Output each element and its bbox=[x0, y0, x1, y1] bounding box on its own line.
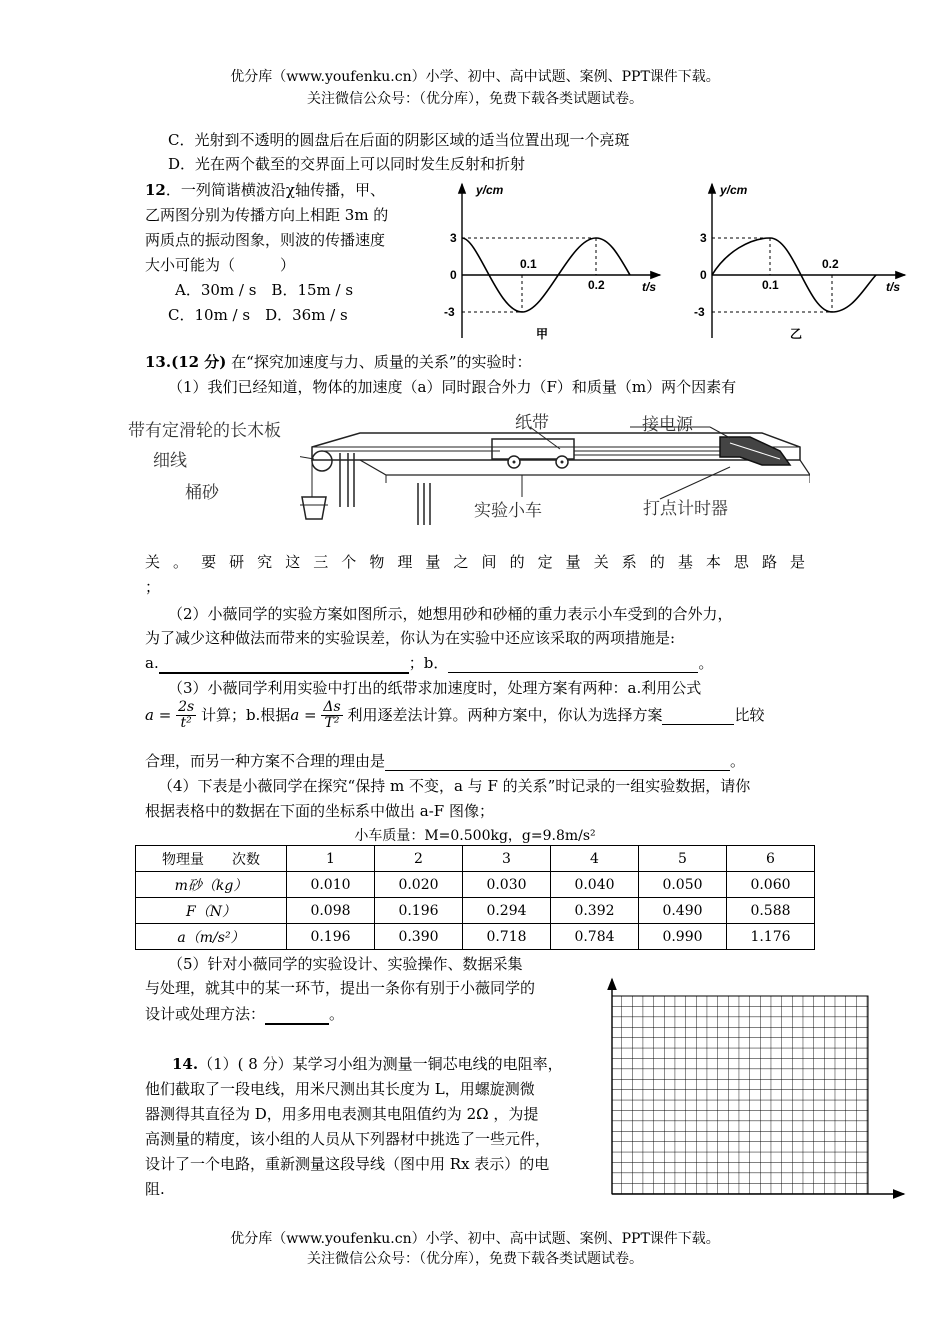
q13-p2-a-label: a. bbox=[145, 654, 159, 672]
page-header-line2: 关注微信公众号：（优分库），免费下载各类试题试卷。 bbox=[307, 91, 643, 107]
graph-b-xtick-1: 0.1 bbox=[762, 278, 779, 292]
table-cell: 0.030 bbox=[463, 872, 551, 898]
q12-number: 12 bbox=[145, 181, 166, 199]
label-power: 接电源 bbox=[642, 415, 693, 435]
vibration-graph-a bbox=[440, 178, 680, 348]
table-cell: 0.040 bbox=[551, 872, 639, 898]
q13-p1-continued: 关 。 要 研 究 这 三 个 物 理 量 之 间 的 定 量 关 系 的 基 本 思 路 是 bbox=[145, 553, 805, 571]
graph-a-ylabel: y/cm bbox=[476, 183, 504, 197]
formula1-fraction bbox=[176, 700, 196, 732]
page-footer-line2: 关注微信公众号：（优分库），免费下载各类试题试卷。 bbox=[307, 1251, 643, 1267]
label-bucket: 桶砂 bbox=[185, 483, 219, 503]
q14-text1: （1）( 8 分）某学习小组为测量一铜芯电线的电阻率， bbox=[198, 1055, 563, 1073]
table-cell: F（N） bbox=[136, 898, 287, 924]
q13-p2-answers bbox=[145, 652, 713, 674]
q13-p2-b-blank[interactable] bbox=[448, 654, 698, 673]
formula2-num: Δs bbox=[323, 699, 341, 715]
q12-text1: ．一列简谐横波沿χ轴传播，甲、 bbox=[165, 181, 385, 199]
graph-b-name: 乙 bbox=[790, 327, 803, 341]
q13-title-text: 在“探究加速度与力、质量的关系”的实验时： bbox=[226, 353, 532, 371]
graph-paper[interactable] bbox=[600, 975, 910, 1205]
table-cell: 0.718 bbox=[463, 924, 551, 950]
table-header-cell: 物理量 次数 bbox=[136, 846, 287, 872]
table-row bbox=[136, 898, 815, 924]
q14-line2: 他们截取了一段电线，用米尺测出其长度为 L，用螺旋测微 bbox=[145, 1080, 535, 1098]
q12-options-ab: A．30m / s B．15m / s bbox=[175, 281, 354, 299]
table-cell: a（m/s²） bbox=[136, 924, 287, 950]
q13-p3-line3 bbox=[145, 750, 745, 771]
q13-p3-reason-label: 合理，而另一种方案不合理的理由是 bbox=[145, 752, 386, 770]
data-table bbox=[135, 845, 815, 950]
graph-b-ytick-zero: 0 bbox=[700, 268, 707, 282]
label-string: 细线 bbox=[153, 451, 187, 471]
q13-p5-line1: （5）针对小薇同学的实验设计、实验操作、数据采集 bbox=[168, 955, 523, 973]
graph-a-ytick-bot: -3 bbox=[444, 305, 455, 319]
q13-p3-mid2: 利用逐差法计算。两种方案中，你认为选择方案 bbox=[347, 705, 663, 724]
q13-p5-end: 。 bbox=[329, 1005, 345, 1023]
table-caption: 小车质量：M=0.500kg，g=9.8m/s² bbox=[354, 828, 596, 844]
q13-p3-end: 。 bbox=[730, 752, 746, 770]
page-footer-line1: 优分库（www.youfenku.cn）小学、初中、高中试题、案例、PPT课件下载。 bbox=[230, 1231, 720, 1247]
q12-options-cd: C．10m / s D．36m / s bbox=[168, 306, 348, 324]
table-header-cell: 1 bbox=[287, 846, 375, 872]
q12-line4: 大小可能为（ ） bbox=[145, 256, 296, 274]
table-cell: 0.098 bbox=[287, 898, 375, 924]
table-header-row bbox=[136, 846, 815, 872]
formula1-num: 2s bbox=[178, 699, 195, 715]
table-header-cell: 6 bbox=[727, 846, 815, 872]
q12-line3: 两质点的振动图象，则波的传播速度 bbox=[145, 231, 386, 249]
grid-area[interactable] bbox=[612, 996, 868, 1194]
table-cell: 0.294 bbox=[463, 898, 551, 924]
q14-line5: 设计了一个电路，重新测量这段导线（图中用 Rx 表示）的电 bbox=[145, 1155, 550, 1173]
q13-p4-line2: 根据表格中的数据在下面的坐标系中做出 a-F 图像； bbox=[145, 802, 494, 820]
q11-option-c: C．光射到不透明的圆盘后在后面的阴影区域的适当位置出现一个亮斑 bbox=[168, 131, 630, 149]
table-header-cell: 2 bbox=[375, 846, 463, 872]
graph-b-xlabel: t/s bbox=[886, 280, 901, 294]
table-cell: 0.490 bbox=[639, 898, 727, 924]
table-cell: m砂（kg） bbox=[136, 872, 287, 898]
table-cell: 1.176 bbox=[727, 924, 815, 950]
table-cell: 0.784 bbox=[551, 924, 639, 950]
q13-p2-b-label: ；b． bbox=[408, 654, 449, 672]
table-header-cell: 4 bbox=[551, 846, 639, 872]
graph-b-ytick-top: 3 bbox=[700, 231, 707, 245]
label-board: 带有定滑轮的长木板 bbox=[128, 421, 281, 441]
q13-p2-line2: 为了减少这种做法而带来的实验误差，你认为在实验中还应该采取的两项措施是: bbox=[145, 629, 676, 647]
label-cart: 实验小车 bbox=[474, 501, 542, 521]
graph-b-ytick-bot: -3 bbox=[694, 305, 705, 319]
pulley bbox=[312, 451, 332, 471]
q12-line2: 乙两图分别为传播方向上相距 3m 的 bbox=[145, 206, 389, 224]
formula1-den: t² bbox=[180, 715, 192, 732]
q13-p3-mid3: 比较 bbox=[734, 705, 765, 724]
q13-p3-reason-blank[interactable] bbox=[385, 752, 730, 771]
q13-number: 13.(12 分) bbox=[145, 353, 227, 371]
q13-p3-choice-blank[interactable] bbox=[662, 706, 734, 725]
graph-a-xlabel: t/s bbox=[642, 280, 657, 294]
table-header-cell: 5 bbox=[639, 846, 727, 872]
q13-p2-a-blank[interactable] bbox=[159, 654, 409, 674]
table-cell: 0.392 bbox=[551, 898, 639, 924]
q13-p5-line2: 与处理，就其中的某一环节，提出一条你有别于小薇同学的 bbox=[145, 979, 536, 997]
table-header-cell: 3 bbox=[463, 846, 551, 872]
table-cell: 0.010 bbox=[287, 872, 375, 898]
page-header-line1: 优分库（www.youfenku.cn）小学、初中、高中试题、案例、PPT课件下载。 bbox=[230, 69, 720, 85]
q13-p2-line1: （2）小薇同学的实验方案如图所示，她想用砂和砂桶的重力表示小车受到的合外力， bbox=[168, 605, 733, 623]
q13-p5-blank[interactable] bbox=[265, 1005, 329, 1025]
graph-b-xtick-2: 0.2 bbox=[822, 257, 839, 271]
q13-p4-line1: （4）下表是小薇同学在探究“保持 m 不变，a 与 F 的关系”时记录的一组实验数据，请你 bbox=[158, 777, 751, 795]
formula1-lhs: a = bbox=[145, 705, 172, 724]
q14-line1 bbox=[172, 1053, 563, 1074]
graph-a-name: 甲 bbox=[536, 327, 549, 341]
vibration-graph-b bbox=[690, 178, 920, 348]
label-timer: 打点计时器 bbox=[643, 499, 728, 519]
table-cell: 0.990 bbox=[639, 924, 727, 950]
apparatus-figure bbox=[300, 405, 810, 525]
q13-p2-end: 。 bbox=[698, 654, 714, 672]
table-cell: 0.050 bbox=[639, 872, 727, 898]
graph-a-xtick-1: 0.1 bbox=[520, 257, 537, 271]
q14-line4: 高测量的精度，该小组的人员从下列器材中挑选了一些元件， bbox=[145, 1130, 551, 1148]
table-cell: 0.060 bbox=[727, 872, 815, 898]
q12-line1 bbox=[145, 179, 385, 200]
formula2-den: T² bbox=[324, 715, 340, 732]
q13-p3-line1: （3）小薇同学利用实验中打出的纸带求加速度时，处理方案有两种：a.利用公式 bbox=[168, 679, 702, 697]
formula2-fraction bbox=[321, 700, 342, 732]
q13-p5-label: 设计或处理方法： bbox=[145, 1005, 266, 1023]
q13-p5-line3 bbox=[145, 1003, 344, 1025]
table-cell: 0.020 bbox=[375, 872, 463, 898]
graph-a-ytick-zero: 0 bbox=[450, 268, 457, 282]
graph-a-ytick-top: 3 bbox=[450, 231, 457, 245]
table-cell: 0.196 bbox=[287, 924, 375, 950]
label-tape: 纸带 bbox=[515, 413, 549, 433]
q11-option-d: D．光在两个截至的交界面上可以同时发生反射和折射 bbox=[168, 155, 526, 173]
table-row bbox=[136, 924, 815, 950]
graph-b-ylabel: y/cm bbox=[720, 183, 748, 197]
sand-bucket bbox=[302, 497, 326, 519]
q13-p1: （1）我们已经知道，物体的加速度（a）同时跟合外力（F）和质量（m）两个因素有 bbox=[168, 378, 737, 396]
graph-a-xtick-2: 0.2 bbox=[588, 278, 605, 292]
q13-title bbox=[145, 351, 532, 372]
table-cell: 0.588 bbox=[727, 898, 815, 924]
q14-line6: 阻. bbox=[145, 1180, 165, 1198]
q13-p3-line2 bbox=[145, 700, 764, 732]
q14-number: 14. bbox=[172, 1055, 199, 1073]
q13-p3-mid1: 计算；b.根据 bbox=[200, 705, 291, 724]
formula2-lhs: a = bbox=[290, 705, 317, 724]
q14-line3: 器测得其直径为 D，用多用电表测其电阻值约为 2Ω ，为提 bbox=[145, 1105, 539, 1123]
q13-p1-end: ； bbox=[145, 578, 161, 596]
table-cell: 0.390 bbox=[375, 924, 463, 950]
table-row bbox=[136, 872, 815, 898]
table-cell: 0.196 bbox=[375, 898, 463, 924]
